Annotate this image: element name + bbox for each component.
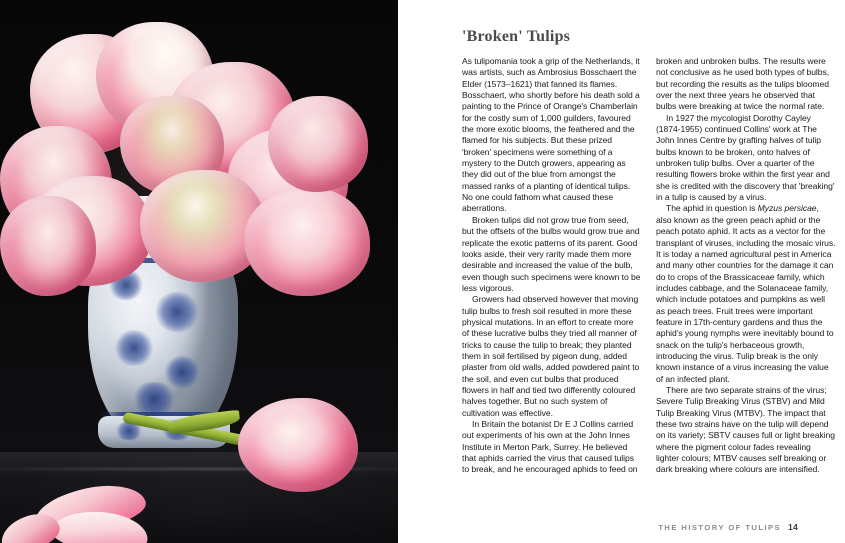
vase-motif bbox=[164, 356, 200, 388]
page-title: 'Broken' Tulips bbox=[462, 27, 571, 45]
paragraph: There are two separate strains of the virus; Severe Tulip Breaking Virus (STBV) and Mild Tulip Breaking Virus (MTBV). The impact that these two strains have on the tulip will depend on its variety; SBTV causes full or light breaking where the pigment colour fades revealing lighter colours; MTBV causes self breaking or dark breaking where colours are intensified. bbox=[656, 384, 835, 475]
vase-motif bbox=[132, 382, 176, 416]
text-column-left bbox=[462, 56, 642, 511]
paragraph: In Britain the botanist Dr E J Collins carried out experiments of his own at the John Innes Institute in Merton Park, Surrey. He believed that aphids carried the virus that caused tulips to break, and he encouraged aphids to feed on bbox=[462, 419, 638, 475]
vase-motif bbox=[114, 330, 154, 366]
paragraph: broken and unbroken bulbs. The results were not conclusive as he used both types of bulbs, but recording the results as the tulips bloomed over the next three years he observed that bulbs were breaking at twice the normal rate. bbox=[656, 56, 830, 112]
footer-book-title: THE HISTORY OF TULIPS bbox=[658, 523, 782, 532]
fallen-tulip-bloom bbox=[238, 398, 358, 492]
text-column-right bbox=[656, 56, 836, 511]
tulip-bloom bbox=[268, 96, 368, 192]
paragraph: Broken tulips did not grow true from seed, but the offsets of the bulbs would grow true and replicate the exotic patterns of its parent. Good looks aside, their very rarity made them more desirable and increased the value of the bulb, even though such specimens were known to be less vigorous. bbox=[462, 214, 641, 293]
paragraph: As tulipomania took a grip of the Netherlands, it was artists, such as Ambrosius Bosschaert the Elder (1573–1621) that fanned its flames. Bosschaert, who shortly before his death sold a painting to the Prince of Orange's Chamberlain for the costly sum of 1,000 guilders, favoured the more exotic blooms, the feathered and the flamed for his subjects. But these prized 'broken' specimens were something of a mystery to the Dutch growers, appearing as they did out of the blue from amongst the massed ranks of a planting of identical tulips. No one could fathom what caused these aberrations. bbox=[462, 56, 640, 214]
tulip-photograph bbox=[0, 0, 398, 543]
tulip-bloom bbox=[244, 188, 370, 296]
paragraph: The aphid in question is Myzus persicae, also known as the green peach aphid or the peach potato aphid. It acts as a vector for the transplant of viruses, including the mosaic virus. It is today a named agricultural pest in America and many other countries for the damage it can do to crops of the Brassicaceae family, which includes cabbage, and the Solanaceae family, which include potatoes and pumpkins as well as peach trees. Fruit trees were important feature in 17th-century gardens and thus the aphid's young nymphs were inevitably bound to snack on the tulip's herbaceous growth, introducing the virus. Tulip break is the only known instance of a virus increasing the value of an infected plant. bbox=[656, 203, 836, 384]
paragraph: Growers had observed however that moving tulip bulbs to fresh soil resulted in more these physical mutations. In an effort to create more of these lucrative bulbs they tried all manner of tricks to cause the tulip to break; they planted them in soil fertilised by pigeon dung, added plaster from old walls, added powdered paint to the soil, and even cut bulbs that produced flowers in half and tied two differently coloured halves together. But no such system of cultivation was effective. bbox=[462, 294, 640, 418]
page-footer bbox=[398, 517, 845, 535]
article-columns bbox=[462, 56, 836, 511]
text-page bbox=[398, 0, 845, 543]
tulip-bloom bbox=[0, 196, 96, 296]
paragraph: In 1927 the mycologist Dorothy Cayley (1874-1955) continued Collins' work at The John Innes Centre by grafting halves of tulip bulbs known to be broken, onto halves of unbroken tulip bulbs. Over a quarter of the resulting flowers broke within the first year and she is credited with the discovery that 'breaking' in a tulip is caused by a virus. bbox=[656, 112, 835, 203]
page-number: 14 bbox=[788, 522, 798, 532]
vase-motif bbox=[154, 292, 200, 332]
